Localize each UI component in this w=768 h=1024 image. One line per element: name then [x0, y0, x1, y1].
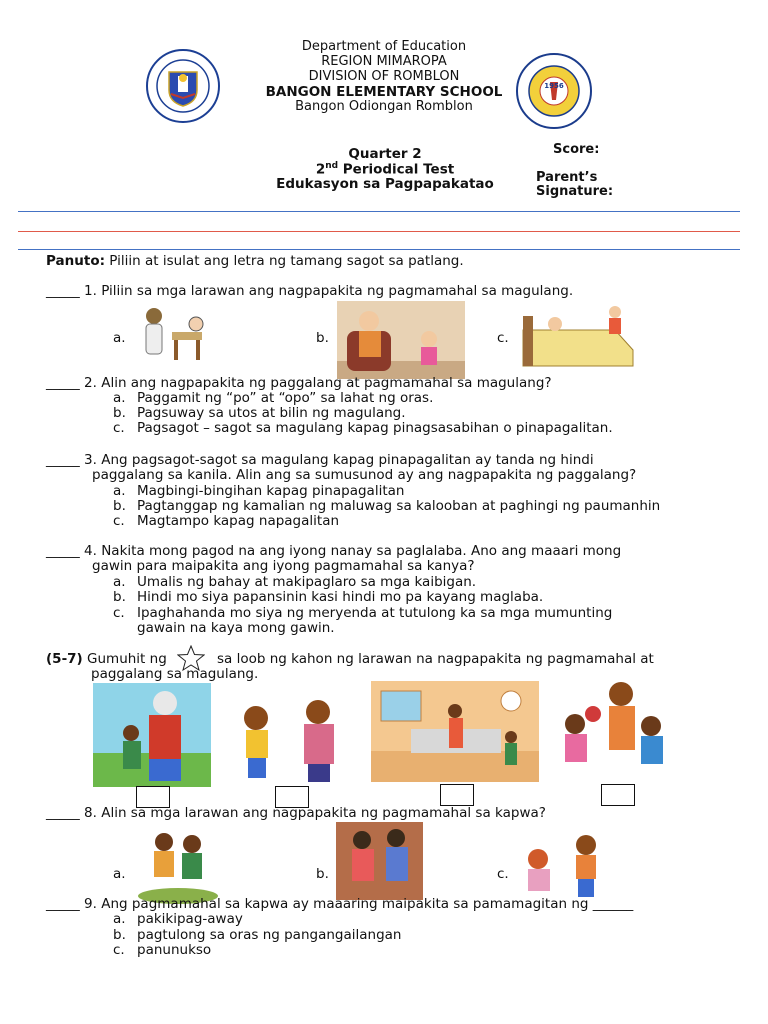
q4-option-b-text: Hindi mo siya papansinin kasi hindi mo pa kayang maglaba.: [137, 589, 544, 605]
q57-picture-4: [555, 680, 670, 783]
question-4-line-1: _____ 4. Nakita mong pagod na ang iyong nanay sa paglalaba. Ano ang maaari mong: [46, 543, 622, 559]
score-label: Score:: [553, 142, 600, 157]
q4-option-a: [113, 575, 476, 590]
q8-picture-a: [134, 826, 222, 904]
question-9: _____ 9. Ang pagmamahal sa kapwa ay maaaring maipakita sa pamamagitan ng ______: [46, 896, 634, 912]
q3-option-c-letter: c.: [113, 513, 125, 529]
question-5-7-line-2: paggalang sa magulang.: [91, 666, 259, 682]
instructions-label: Panuto:: [46, 253, 105, 269]
test-ordinal: 2: [315, 161, 326, 178]
question-4-line-2: gawin para maipakita ang iyong pagmamahal sa kanya?: [92, 558, 475, 574]
q9-option-c-text: panunukso: [137, 942, 212, 958]
divider-blue-1: [18, 211, 740, 212]
q8-option-b-letter: b.: [316, 866, 329, 882]
q2-option-c-letter: c.: [113, 420, 125, 436]
header-division: DIVISION OF ROMBLON: [308, 69, 460, 84]
question-2: _____ 2. Alin ang nagpapakita ng paggalang at pagmamahal sa magulang?: [46, 375, 552, 391]
test-ordinal-sup: nd: [325, 161, 339, 171]
q4-option-b-letter: b.: [113, 589, 126, 605]
q2-option-a-text: Paggamit ng “po” at “opo” sa lahat ng oras.: [137, 390, 434, 406]
q8-picture-c: [516, 833, 612, 899]
q4-option-c: [113, 606, 612, 621]
header-region: REGION MIMAROPA: [321, 54, 447, 69]
q1-picture-a: [134, 304, 214, 366]
q3-option-b-text: Pagtanggap ng kamalian ng maluwag sa kalooban at paghingi ng paumanhin: [137, 498, 661, 514]
q1-option-c-letter: c.: [497, 330, 509, 346]
q4-option-a-text: Umalis ng bahay at makipaglaro sa mga kaibigan.: [137, 574, 477, 590]
divider-red: [18, 231, 740, 232]
q9-option-c-letter: c.: [113, 942, 125, 958]
school-seal-year: 1956: [544, 82, 564, 90]
q4-option-c-cont: gawain na kaya mong gawin.: [137, 620, 335, 636]
question-3-line-1: _____ 3. Ang pagsagot-sagot sa magulang kapag pinapagalitan ay tanda ng hindi: [46, 452, 594, 468]
q9-option-b-letter: b.: [113, 927, 126, 943]
q1-picture-c: [519, 300, 637, 372]
parent-label: Parent’s: [536, 170, 598, 185]
answer-box-7a[interactable]: [440, 784, 474, 806]
q3-option-c-text: Magtampo kapag napagalitan: [137, 513, 340, 529]
header-address: Bangon Odiongan Romblon: [295, 99, 473, 114]
q9-option-b-text: pagtulong sa oras ng pangangailangan: [137, 927, 402, 943]
q9-option-b: [113, 928, 401, 943]
q8-picture-b: [336, 822, 423, 900]
q2-option-b-text: Pagsuway sa utos at bilin ng magulang.: [137, 405, 406, 421]
deped-seal: [145, 48, 221, 124]
quarter-label: Quarter 2: [348, 146, 422, 162]
q3-option-a: [113, 484, 404, 499]
question-5-7-line-1: [46, 652, 167, 667]
q9-option-a-text: pakikipag-away: [137, 911, 243, 927]
question-3-line-2: paggalang sa kanila. Alin ang sa sumusunod ay ang nagpapakita ng paggalang?: [92, 467, 637, 483]
divider-blue-2: [18, 249, 740, 250]
q57-picture-1: [93, 683, 211, 787]
q2-option-a: [113, 391, 433, 406]
instructions: [46, 254, 464, 269]
question-1: _____ 1. Piliin sa mga larawan ang nagpapakita ng pagmamahal sa magulang.: [46, 283, 574, 299]
q4-option-c-letter: c.: [113, 605, 125, 621]
instructions-text: Piliin at isulat ang letra ng tamang sagot sa patlang.: [105, 253, 464, 269]
answer-box-7b[interactable]: [601, 784, 635, 806]
subject-title: Edukasyon sa Pagpapakatao: [276, 176, 494, 192]
q3-option-c: [113, 514, 339, 529]
q3-option-a-letter: a.: [113, 483, 126, 499]
header-dept: Department of Education: [301, 39, 467, 54]
q4-option-a-letter: a.: [113, 574, 126, 590]
q3-option-a-text: Magbingi-bingihan kapag pinapagalitan: [137, 483, 405, 499]
q2-option-a-letter: a.: [113, 390, 126, 406]
q2-option-c-text: Pagsagot – sagot sa magulang kapag pinagsasabihan o pinapagalitan.: [137, 420, 613, 436]
q57-label: (5-7): [46, 651, 83, 667]
q1-picture-b: [337, 301, 465, 379]
q57-picture-2: [230, 698, 352, 784]
q8-option-a-letter: a.: [113, 866, 126, 882]
q2-option-b: [113, 406, 406, 421]
q4-option-c-text: Ipaghahanda mo siya ng meryenda at tutulong ka sa mga mumunting: [137, 605, 613, 621]
test-rest: Periodical Test: [338, 161, 455, 178]
q57-text-1: Gumuhit ng: [82, 651, 167, 667]
q9-option-a: [113, 912, 243, 927]
q9-option-a-letter: a.: [113, 911, 126, 927]
header-school: BANGON ELEMENTARY SCHOOL: [265, 84, 503, 100]
q1-option-a-letter: a.: [113, 330, 126, 346]
signature-label: Signature:: [536, 184, 614, 199]
q4-option-b: [113, 590, 543, 605]
q57-picture-3: [371, 681, 539, 782]
q9-option-c: [113, 943, 211, 958]
q8-option-c-letter: c.: [497, 866, 509, 882]
q3-option-b-letter: b.: [113, 498, 126, 514]
q2-option-c: [113, 421, 613, 436]
question-8: _____ 8. Alin sa mga larawan ang nagpapakita ng pagmamahal sa kapwa?: [46, 805, 546, 821]
q3-option-b: [113, 499, 660, 514]
q1-option-b-letter: b.: [316, 330, 329, 346]
q2-option-b-letter: b.: [113, 405, 126, 421]
q57-text-2: sa loob ng kahon ng larawan na nagpapakita ng pagmamahal at: [217, 651, 654, 667]
